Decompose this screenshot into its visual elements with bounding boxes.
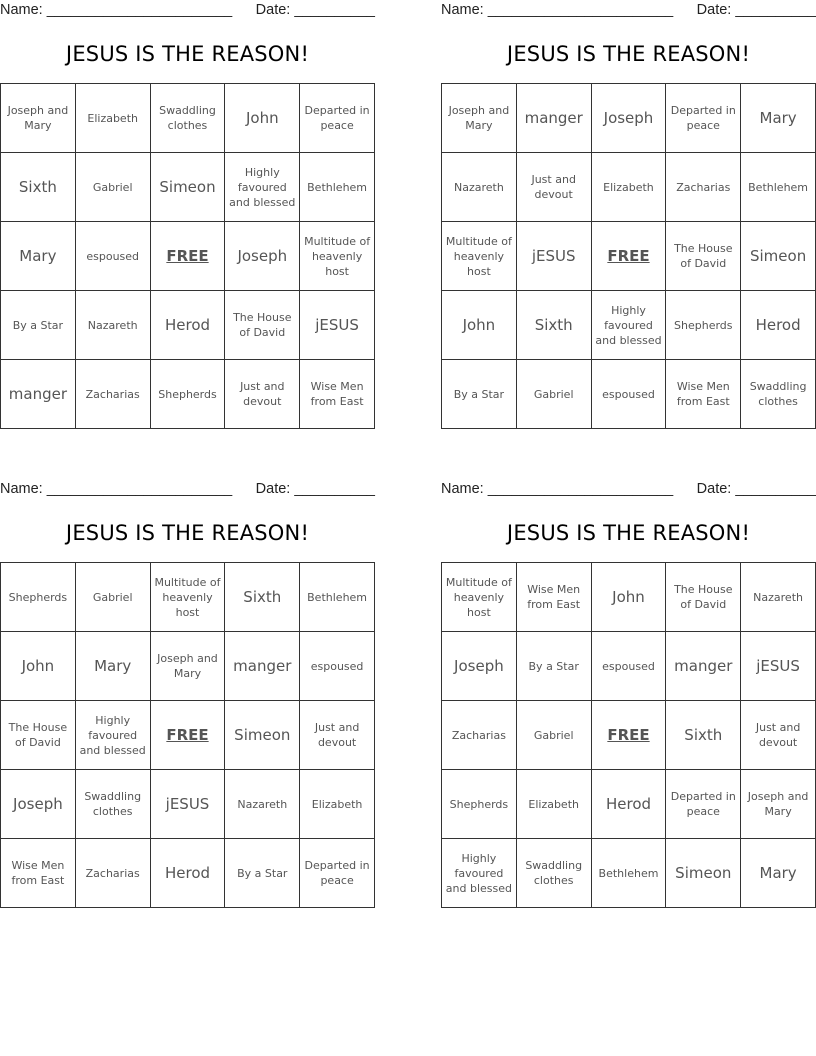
bingo-cell: manger xyxy=(516,84,591,153)
bingo-cell: Swaddling clothes xyxy=(741,360,816,429)
card-title: JESUS IS THE REASON! xyxy=(506,521,751,545)
bingo-cell: Nazareth xyxy=(225,770,300,839)
name-field[interactable]: Name: _______________________ xyxy=(0,481,233,497)
bingo-cell: Nazareth xyxy=(741,563,816,632)
bingo-cell: Sixth xyxy=(225,563,300,632)
bingo-cell: Mary xyxy=(75,632,150,701)
bingo-cell: Mary xyxy=(1,222,76,291)
bingo-cell: FREE xyxy=(591,222,666,291)
bingo-cell: Elizabeth xyxy=(75,84,150,153)
bingo-cell: Multitude of heavenly host xyxy=(442,563,517,632)
bingo-cell: Joseph and Mary xyxy=(442,84,517,153)
grid-row xyxy=(1,563,375,632)
bingo-card-3 xyxy=(0,479,375,887)
bingo-cell: Multitude of heavenly host xyxy=(300,222,375,291)
bingo-cell: Bethlehem xyxy=(300,153,375,222)
bingo-cell: Elizabeth xyxy=(300,770,375,839)
bingo-grid xyxy=(441,562,816,908)
bingo-cell: FREE xyxy=(591,701,666,770)
bingo-cell: Zacharias xyxy=(442,701,517,770)
bingo-cell: John xyxy=(1,632,76,701)
name-date-row xyxy=(0,479,375,501)
date-field[interactable]: Date: __________ xyxy=(255,2,375,18)
bingo-cell: Just and devout xyxy=(300,701,375,770)
bingo-cell: Swaddling clothes xyxy=(150,84,225,153)
bingo-cell: Simeon xyxy=(150,153,225,222)
bingo-cell: Herod xyxy=(150,291,225,360)
bingo-cell: The House of David xyxy=(225,291,300,360)
card-title: JESUS IS THE REASON! xyxy=(65,42,310,66)
bingo-cell: Mary xyxy=(741,84,816,153)
bingo-cell: Simeon xyxy=(741,222,816,291)
bingo-grid xyxy=(0,83,375,429)
bingo-cell: Wise Men from East xyxy=(1,839,76,908)
bingo-cell: Sixth xyxy=(516,291,591,360)
bingo-cell: espoused xyxy=(300,632,375,701)
bingo-card-4 xyxy=(441,479,816,895)
bingo-cell: jESUS xyxy=(150,770,225,839)
bingo-cell: Shepherds xyxy=(666,291,741,360)
bingo-cell: By a Star xyxy=(442,360,517,429)
bingo-cell: Joseph and Mary xyxy=(741,770,816,839)
bingo-cell: Elizabeth xyxy=(516,770,591,839)
grid-row xyxy=(442,701,816,770)
bingo-cell: Herod xyxy=(741,291,816,360)
bingo-cell: Just and devout xyxy=(516,153,591,222)
bingo-cell: Highly favoured and blessed xyxy=(75,701,150,770)
date-field[interactable]: Date: __________ xyxy=(255,481,375,497)
bingo-card-1 xyxy=(0,0,375,408)
grid-row xyxy=(442,153,816,222)
bingo-cell: The House of David xyxy=(1,701,76,770)
bingo-cell: Simeon xyxy=(225,701,300,770)
bingo-cell: Joseph and Mary xyxy=(150,632,225,701)
bingo-cell: FREE xyxy=(150,701,225,770)
bingo-cell: By a Star xyxy=(1,291,76,360)
bingo-cell: Zacharias xyxy=(666,153,741,222)
bingo-cell: Elizabeth xyxy=(591,153,666,222)
bingo-cell: Zacharias xyxy=(75,360,150,429)
grid-row xyxy=(1,222,375,291)
bingo-cell: Joseph and Mary xyxy=(1,84,76,153)
name-field[interactable]: Name: _______________________ xyxy=(0,2,233,18)
grid-row xyxy=(442,632,816,701)
bingo-cell: Highly favoured and blessed xyxy=(442,839,517,908)
bingo-cell: Bethlehem xyxy=(591,839,666,908)
bingo-cell: Sixth xyxy=(1,153,76,222)
bingo-cell: John xyxy=(225,84,300,153)
bingo-cell: Nazareth xyxy=(442,153,517,222)
date-field[interactable]: Date: __________ xyxy=(696,2,816,18)
bingo-cell: Wise Men from East xyxy=(516,563,591,632)
bingo-cell: Nazareth xyxy=(75,291,150,360)
bingo-cell: Joseph xyxy=(1,770,76,839)
bingo-cell: Bethlehem xyxy=(741,153,816,222)
grid-row xyxy=(1,84,375,153)
bingo-cell: John xyxy=(591,563,666,632)
bingo-cell: espoused xyxy=(591,632,666,701)
bingo-cell: Zacharias xyxy=(75,839,150,908)
name-date-row xyxy=(0,0,375,22)
name-date-row xyxy=(441,0,816,22)
bingo-cell: Multitude of heavenly host xyxy=(442,222,517,291)
bingo-cell: Gabriel xyxy=(75,563,150,632)
bingo-cell: By a Star xyxy=(225,839,300,908)
bingo-cell: Joseph xyxy=(442,632,517,701)
grid-row xyxy=(442,770,816,839)
bingo-cell: The House of David xyxy=(666,563,741,632)
card-title: JESUS IS THE REASON! xyxy=(65,521,310,545)
bingo-cell: Gabriel xyxy=(75,153,150,222)
bingo-cell: Highly favoured and blessed xyxy=(591,291,666,360)
bingo-cell: Gabriel xyxy=(516,701,591,770)
bingo-cell: Wise Men from East xyxy=(300,360,375,429)
name-date-row xyxy=(441,479,816,501)
bingo-cell: Shepherds xyxy=(442,770,517,839)
name-field[interactable]: Name: _______________________ xyxy=(441,481,674,497)
bingo-grid xyxy=(441,83,816,429)
bingo-cell: espoused xyxy=(75,222,150,291)
bingo-cell: Herod xyxy=(591,770,666,839)
bingo-cell: espoused xyxy=(591,360,666,429)
bingo-cell: Joseph xyxy=(225,222,300,291)
bingo-cell: Wise Men from East xyxy=(666,360,741,429)
bingo-cell: Shepherds xyxy=(150,360,225,429)
bingo-cell: Swaddling clothes xyxy=(516,839,591,908)
bingo-cell: Herod xyxy=(150,839,225,908)
bingo-cell: jESUS xyxy=(741,632,816,701)
bingo-cell: FREE xyxy=(150,222,225,291)
bingo-cell: Mary xyxy=(741,839,816,908)
grid-row xyxy=(442,291,816,360)
bingo-cell: Simeon xyxy=(666,839,741,908)
grid-row xyxy=(1,291,375,360)
bingo-cell: jESUS xyxy=(300,291,375,360)
date-field[interactable]: Date: __________ xyxy=(696,481,816,497)
bingo-cell: jESUS xyxy=(516,222,591,291)
grid-row xyxy=(442,222,816,291)
bingo-cell: Swaddling clothes xyxy=(75,770,150,839)
bingo-cell: John xyxy=(442,291,517,360)
bingo-cell: Sixth xyxy=(666,701,741,770)
bingo-cell: By a Star xyxy=(516,632,591,701)
grid-row xyxy=(1,153,375,222)
bingo-cell: Gabriel xyxy=(516,360,591,429)
bingo-cell: Departed in peace xyxy=(666,84,741,153)
bingo-cell: manger xyxy=(1,360,76,429)
grid-row xyxy=(442,360,816,429)
grid-row xyxy=(442,563,816,632)
grid-row xyxy=(1,632,375,701)
bingo-grid xyxy=(0,562,375,908)
grid-row xyxy=(1,360,375,429)
bingo-cell: Departed in peace xyxy=(666,770,741,839)
grid-row xyxy=(1,770,375,839)
bingo-cell: Shepherds xyxy=(1,563,76,632)
bingo-card-2 xyxy=(441,0,816,408)
card-title: JESUS IS THE REASON! xyxy=(506,42,751,66)
grid-row xyxy=(1,701,375,770)
name-field[interactable]: Name: _______________________ xyxy=(441,2,674,18)
bingo-cell: manger xyxy=(225,632,300,701)
bingo-cell: Just and devout xyxy=(741,701,816,770)
bingo-cell: Departed in peace xyxy=(300,84,375,153)
bingo-cell: Departed in peace xyxy=(300,839,375,908)
bingo-cell: Joseph xyxy=(591,84,666,153)
bingo-cell: The House of David xyxy=(666,222,741,291)
grid-row xyxy=(442,839,816,908)
grid-row xyxy=(442,84,816,153)
bingo-cell: Highly favoured and blessed xyxy=(225,153,300,222)
grid-row xyxy=(1,839,375,908)
bingo-cell: Just and devout xyxy=(225,360,300,429)
bingo-cell: Bethlehem xyxy=(300,563,375,632)
bingo-cell: Multitude of heavenly host xyxy=(150,563,225,632)
bingo-cell: manger xyxy=(666,632,741,701)
